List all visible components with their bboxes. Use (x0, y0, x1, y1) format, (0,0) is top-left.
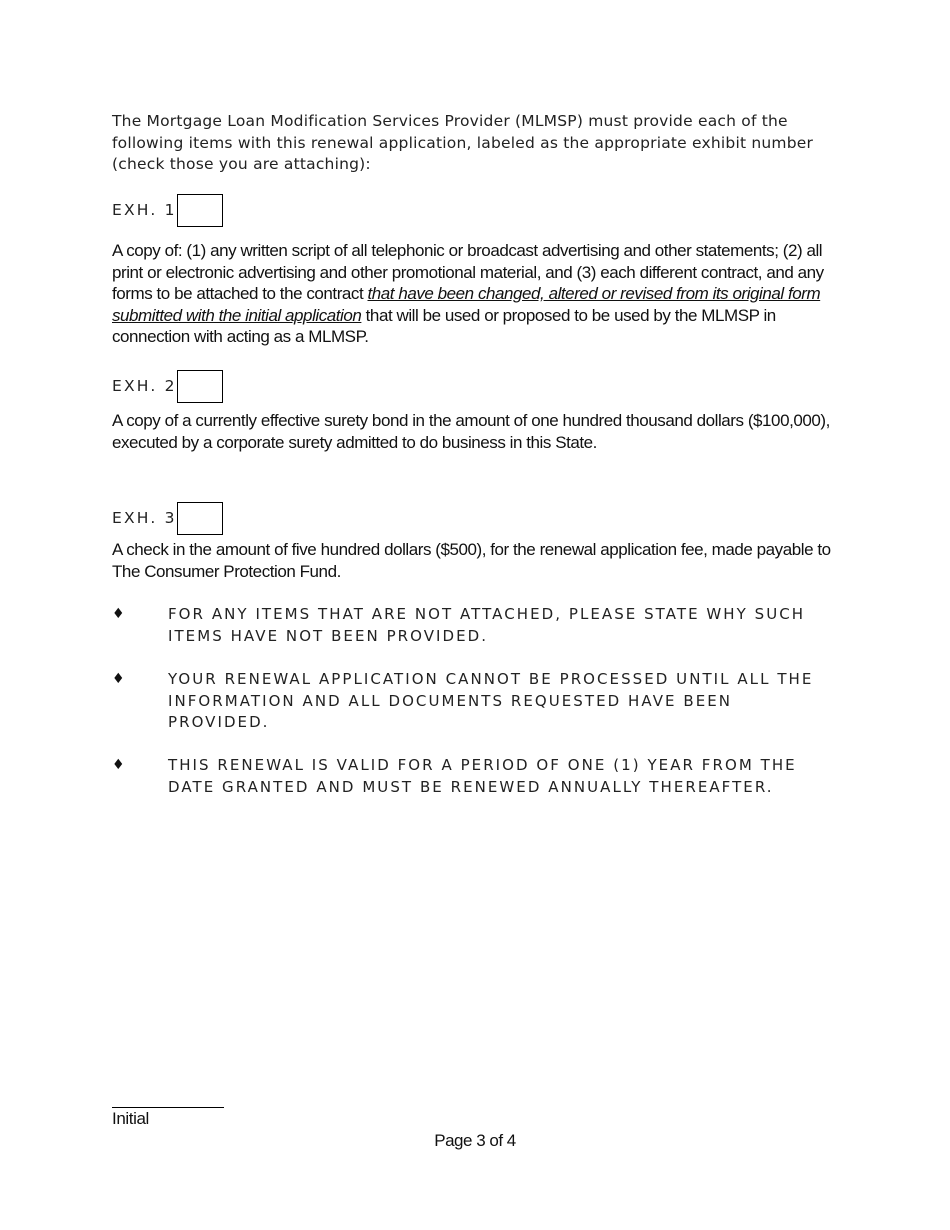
exhibit-3-checkbox[interactable] (177, 502, 223, 535)
bullet-notice-1: FOR ANY ITEMS THAT ARE NOT ATTACHED, PLEASE STATE WHY SUCH ITEMS HAVE NOT BEEN PROVIDED. (168, 605, 806, 645)
exhibit-3-description: A check in the amount of five hundred dollars ($500), for the renewal application fee, made payable to The Consumer Protection Fund. (112, 540, 831, 581)
bullet-notice-2: YOUR RENEWAL APPLICATION CANNOT BE PROCESSED UNTIL ALL THE INFORMATION AND ALL DOCUMENTS REQUESTED HAVE BEEN PROVIDED. (168, 670, 814, 731)
diamond-bullet-icon: ♦ (112, 606, 125, 622)
exhibit-2-description: A copy of a currently effective surety bond in the amount of one hundred thousand dollars ($100,000), executed by a corporate surety admitted to do business in this State. (112, 411, 830, 452)
intro-paragraph: The Mortgage Loan Modification Services Provider (MLMSP) must provide each of the following items with this renewal application, labeled as the appropriate exhibit number (check those you are attaching): (112, 112, 814, 173)
exhibit-1-emphasis: that have been changed, altered or revised from its original form submitted with the initial application (112, 284, 821, 325)
exhibit-2-label: EXH. 2 (112, 377, 177, 395)
diamond-bullet-icon: ♦ (112, 757, 125, 773)
initial-label: Initial (112, 1109, 149, 1128)
exhibit-3-label: EXH. 3 (112, 509, 177, 527)
exhibit-1-text-before: A copy of: (1) any written script of all telephonic or broadcast advertising and other statements; (2) all print or electronic advertising and other promotional material, and (3) each different contract, and any forms to be attached to the contract (112, 241, 824, 303)
exhibit-3-row (112, 500, 223, 536)
exhibit-1-checkbox[interactable] (177, 194, 223, 227)
exhibit-1-text-after: that will be used or proposed to be used by the MLMSP in connection with acting as a MLMSP. (112, 305, 776, 346)
initial-signature-line[interactable] (112, 1107, 224, 1108)
exhibit-1-row (112, 192, 223, 228)
diamond-bullet-icon: ♦ (112, 671, 125, 687)
page-number: Page 3 of 4 (434, 1131, 516, 1150)
exhibit-1-label: EXH. 1 (112, 201, 177, 219)
exhibit-1-description (112, 240, 834, 348)
exhibit-2-checkbox[interactable] (177, 370, 223, 403)
exhibit-2-row (112, 368, 223, 404)
bullet-notice-3: THIS RENEWAL IS VALID FOR A PERIOD OF ONE (1) YEAR FROM THE DATE GRANTED AND MUST BE RENEWED ANNUALLY THEREAFTER. (168, 756, 797, 796)
